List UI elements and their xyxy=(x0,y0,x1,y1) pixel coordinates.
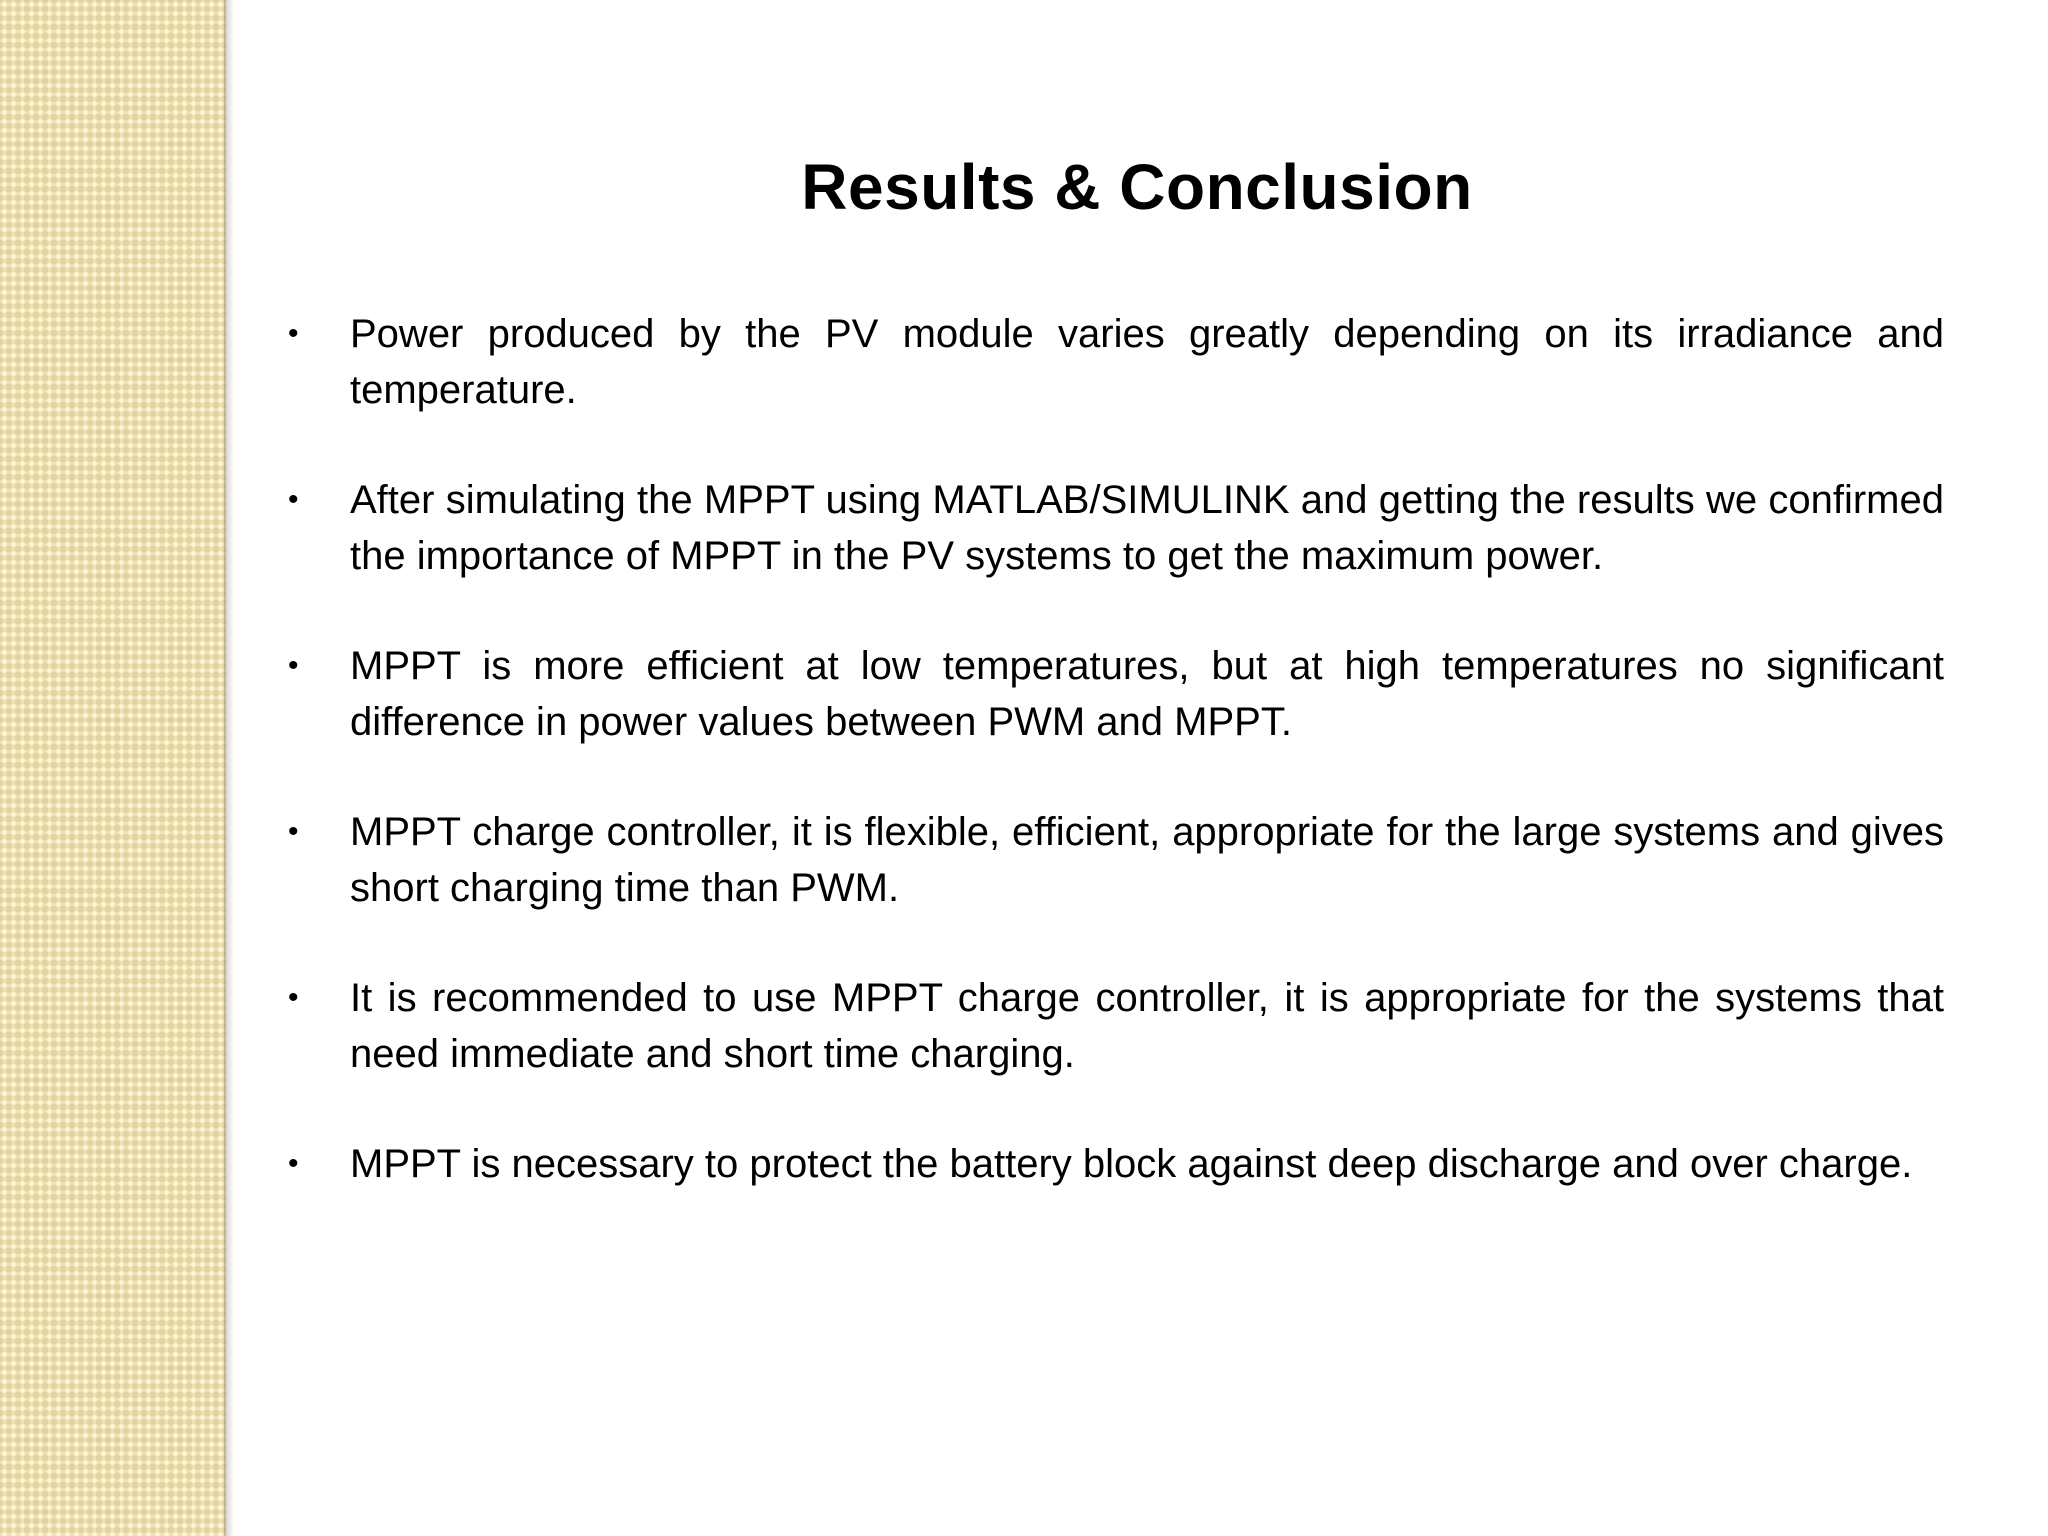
bullet-icon: • xyxy=(288,649,299,682)
bullet-icon: • xyxy=(288,1147,299,1180)
bullet-list xyxy=(280,306,1944,1246)
bullet-text: MPPT charge controller, it is flexible, efficient, appropriate for the large systems and gives short charging time than PWM. xyxy=(350,810,1944,910)
side-band-shadow xyxy=(224,0,234,1536)
decorative-side-band xyxy=(0,0,226,1536)
bullet-item xyxy=(280,306,1944,418)
bullet-text: After simulating the MPPT using MATLAB/SIMULINK and getting the results we confirmed the importance of MPPT in the PV systems to get the maximum power. xyxy=(350,478,1944,578)
bullet-icon: • xyxy=(288,981,299,1014)
bullet-item xyxy=(280,970,1944,1082)
bullet-item xyxy=(280,638,1944,750)
bullet-text: Power produced by the PV module varies greatly depending on its irradiance and temperature. xyxy=(350,312,1944,412)
bullet-item xyxy=(280,1136,1944,1192)
bullet-text: MPPT is necessary to protect the battery block against deep discharge and over charge. xyxy=(350,1142,1913,1186)
bullet-item xyxy=(280,804,1944,916)
bullet-text: It is recommended to use MPPT charge controller, it is appropriate for the systems that need immediate and short time charging. xyxy=(350,976,1944,1076)
bullet-icon: • xyxy=(288,483,299,516)
bullet-icon: • xyxy=(288,317,299,350)
bullet-text: MPPT is more efficient at low temperatures, but at high temperatures no significant difference in power values between PWM and MPPT. xyxy=(350,644,1944,744)
slide-title: Results & Conclusion xyxy=(801,151,1473,223)
bullet-icon: • xyxy=(288,815,299,848)
bullet-item xyxy=(280,472,1944,584)
